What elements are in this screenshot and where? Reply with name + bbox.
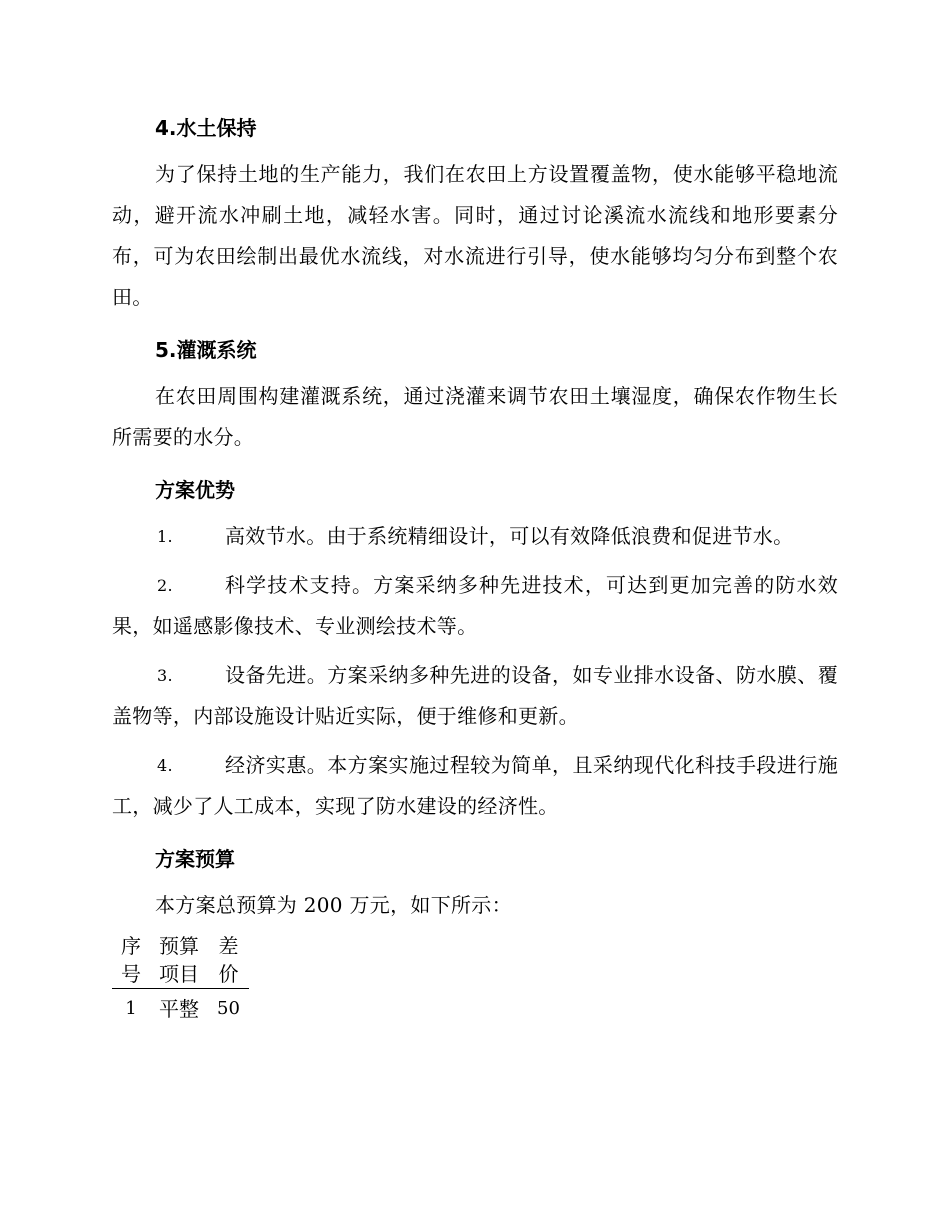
table-row bbox=[112, 989, 249, 1024]
list-text: 设备先进。方案采纳多种先进的设备，如专业排水设备、防水膜、覆盖物等，内部设施设计贴近实际，便于维修和更新。 bbox=[112, 663, 838, 728]
column-header-price bbox=[208, 932, 249, 989]
budget-table bbox=[112, 932, 249, 1023]
paragraph-budget-intro: 本方案总预算为 200 万元，如下所示： bbox=[155, 893, 512, 917]
column-header-text: 序 bbox=[121, 934, 141, 958]
column-header-text: 预算 bbox=[159, 934, 199, 958]
cell-seq: 1 bbox=[125, 998, 137, 1019]
column-header-text: 项目 bbox=[159, 962, 199, 986]
list-number: 3. bbox=[157, 666, 173, 685]
section-heading-soil: 4.水土保持 bbox=[155, 116, 257, 140]
list-text: 经济实惠。本方案实施过程较为简单，且采纳现代化科技手段进行施工，减少了人工成本，实现了防水建设的经济性。 bbox=[112, 753, 838, 818]
column-header-text: 价 bbox=[218, 962, 239, 986]
cell-price: 50 bbox=[217, 998, 240, 1019]
list-number: 1. bbox=[157, 527, 173, 546]
list-number: 4. bbox=[157, 756, 173, 775]
list-item bbox=[112, 655, 838, 737]
paragraph-soil: 为了保持土地的生产能力，我们在农田上方设置覆盖物，使水能够平稳地流动，避开流水冲刷土地，减轻水害。同时，通过讨论溪流水流线和地形要素分布，可为农田绘制出最优水流线，对水流进行引导，使水能够均匀分布到整个农田。 bbox=[112, 162, 838, 309]
document-page bbox=[112, 110, 838, 1023]
list-item bbox=[112, 516, 838, 557]
list-item bbox=[112, 745, 838, 827]
column-header-text: 号 bbox=[121, 962, 141, 986]
list-text: 高效节水。由于系统精细设计，可以有效降低浪费和促进节水。 bbox=[225, 524, 794, 548]
column-header-seq bbox=[112, 932, 150, 989]
table-header-row bbox=[112, 932, 249, 989]
list-item bbox=[112, 565, 838, 647]
section-heading-budget: 方案预算 bbox=[155, 847, 235, 871]
section-heading-advantages: 方案优势 bbox=[155, 478, 235, 502]
list-text: 科学技术支持。方案采纳多种先进技术，可达到更加完善的防水效果，如遥感影像技术、专业测绘技术等。 bbox=[112, 573, 838, 638]
column-header-text: 差 bbox=[218, 934, 239, 958]
cell-item: 平整 bbox=[159, 997, 199, 1021]
paragraph-irrigation: 在农田周围构建灌溉系统，通过浇灌来调节农田土壤湿度，确保农作物生长所需要的水分。 bbox=[112, 384, 838, 449]
section-heading-irrigation: 5.灌溉系统 bbox=[155, 338, 257, 362]
column-header-item bbox=[150, 932, 208, 989]
list-number: 2. bbox=[157, 576, 173, 595]
